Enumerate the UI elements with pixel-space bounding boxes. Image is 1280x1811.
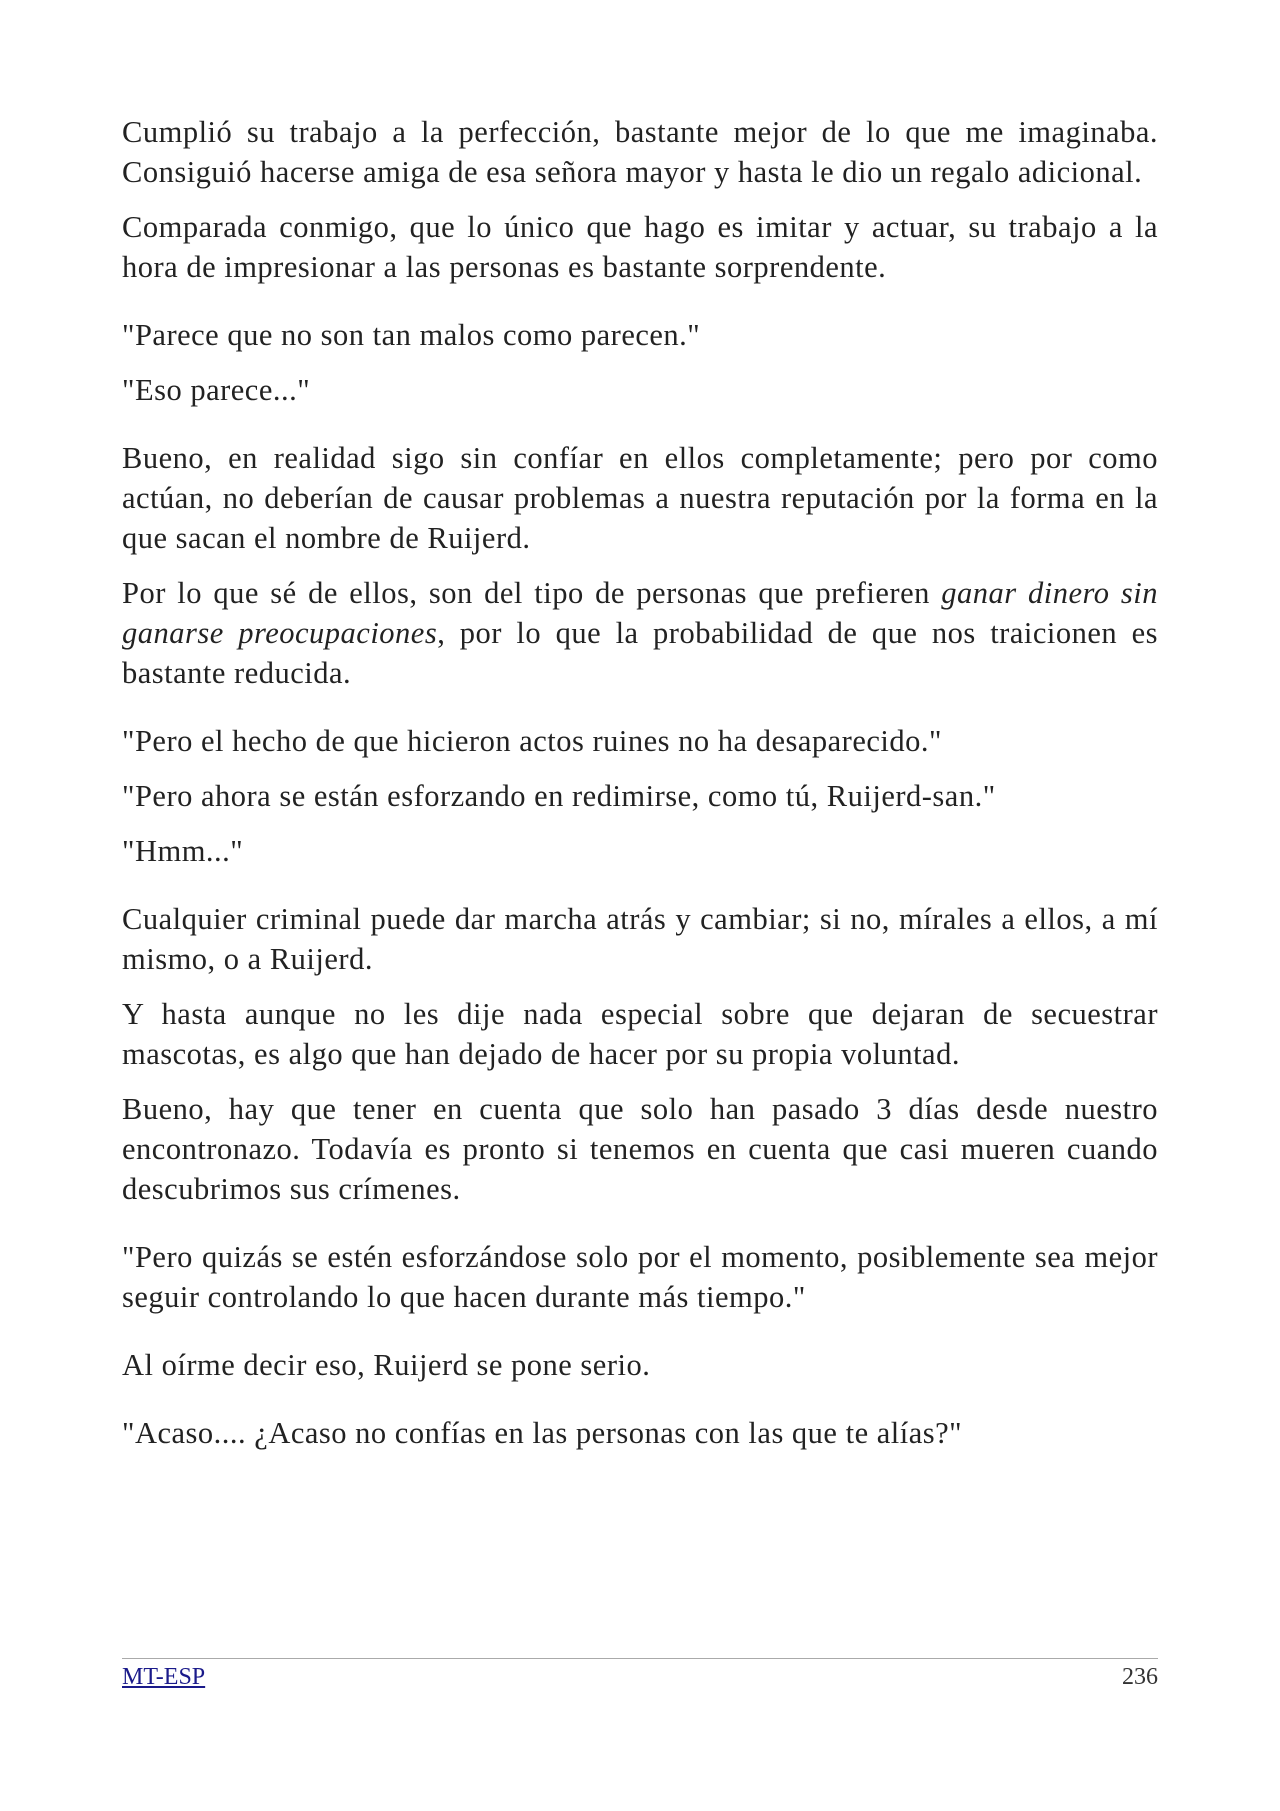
dialogue-line-1: "Parece que no son tan malos como parecen." [122,318,701,352]
paragraph-5: Cualquier criminal puede dar marcha atrás y cambiar; si no, mírales a ellos, a mí mismo, o a Ruijerd. [122,902,1158,976]
page-number: 236 [1122,1664,1158,1690]
paragraph-3: Bueno, en realidad sigo sin confíar en ellos completamente; pero por como actúan, no deberían de causar problemas a nuestra reputación por la forma en la que sacan el nombre de Ruijerd. [122,441,1158,555]
dialogue-line-5: "Hmm..." [122,834,244,868]
page-footer [122,1662,1158,1692]
paragraph-4-italic: ganar dinero sin ganarse preocupaciones [122,576,1159,650]
dialogue-line-3: "Pero el hecho de que hicieron actos ruines no ha desaparecido." [122,724,942,758]
paragraph-4 [122,573,1158,693]
paragraph-6: Y hasta aunque no les dije nada especial sobre que dejaran de secuestrar mascotas, es algo que han dejado de hacer por su propia voluntad. [122,997,1158,1071]
footer-link[interactable]: MT-ESP [122,1664,206,1690]
paragraph-4-end: , por lo que la probabilidad de que nos traicionen es bastante reducida. [122,616,1158,690]
dialogue-line-7: "Acaso.... ¿Acaso no confías en las personas con las que te alías?" [122,1416,963,1450]
paragraph-8: Al oírme decir eso, Ruijerd se pone serio. [122,1348,651,1382]
dialogue-line-4: "Pero ahora se están esforzando en redimirse, como tú, Ruijerd-san." [122,779,996,813]
paragraph-2: Comparada conmigo, que lo único que hago es imitar y actuar, su trabajo a la hora de impresionar a las personas es bastante sorprendente. [122,210,1158,284]
footer-divider [122,1658,1158,1659]
paragraph-4-start: Por lo que sé de ellos, son del tipo de personas que prefieren [122,576,942,610]
dialogue-line-6: "Pero quizás se estén esforzándose solo por el momento, posiblemente sea mejor seguir controlando lo que hacen durante más tiempo." [122,1240,1158,1314]
paragraph-1: Cumplió su trabajo a la perfección, bastante mejor de lo que me imaginaba. Consiguió hacerse amiga de esa señora mayor y hasta le dio un regalo adicional. [122,115,1158,189]
dialogue-line-2: "Eso parece..." [122,373,311,407]
paragraph-7: Bueno, hay que tener en cuenta que solo han pasado 3 días desde nuestro encontronazo. Todavía es pronto si tenemos en cuenta que casi mueren cuando descubrimos sus crímenes. [122,1092,1158,1206]
page-body [122,112,1158,1468]
